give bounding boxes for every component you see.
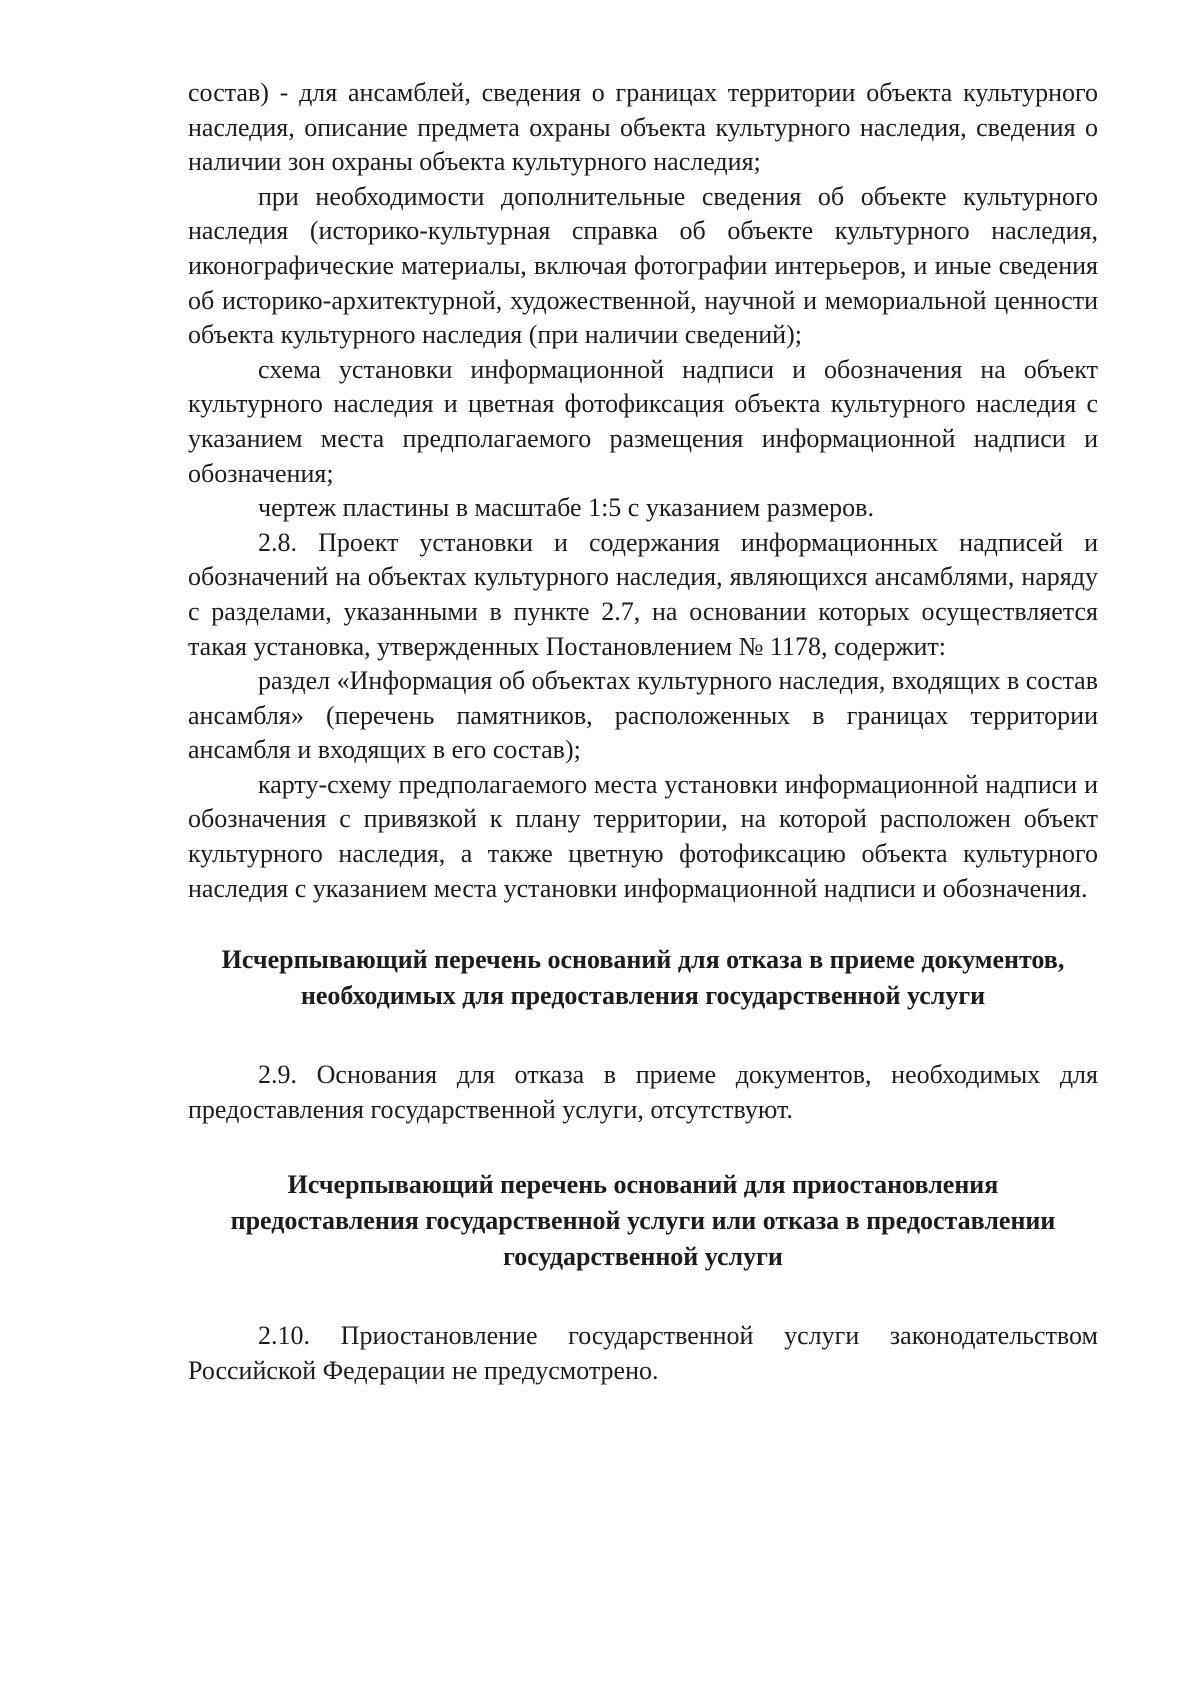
paragraph-installation-scheme: схема установки информационной надписи и обозначения на объект культурного наследия и цветная фотофиксация объекта культурного наследия с указанием места предполагаемого размещения информационной надписи и обозначения; bbox=[188, 354, 1098, 488]
paragraph-ensemble-composition: состав) - для ансамблей, сведения о границах территории объекта культурного наследия, описание предмета охраны объекта культурного наследия, сведения о наличии зон охраны объекта культурного наследия; bbox=[188, 78, 1098, 177]
paragraph-map-scheme: карту-схему предполагаемого места установки информационной надписи и обозначения с привязкой к плану территории, на которой расположен объект культурного наследия, а также цветную фотофиксацию объекта культурного наследия с указанием места установки информационной надписи и обозначения. bbox=[188, 769, 1098, 903]
paragraph-2-9: 2.9. Основания для отказа в приеме документов, необходимых для предоставления государственной услуги, отсутствуют. bbox=[188, 1060, 1098, 1124]
section-heading-refusal-documents: Исчерпывающий перечень оснований для отказа в приеме документов, необходимых для предоставления государственной услуги bbox=[221, 945, 1065, 1011]
document-body bbox=[188, 76, 1098, 1389]
paragraph-2-8: 2.8. Проект установки и содержания информационных надписей и обозначений на объектах культурного наследия, являющихся ансамблями, наряду с разделами, указанными в пункте 2.7, на основании которых осуществляется такая установка, утвержденных Постановлением № 1178, содержит: bbox=[188, 527, 1098, 661]
paragraph-2-10: 2.10. Приостановление государственной услуги законодательством Российской Федерации не предусмотрено. bbox=[188, 1321, 1098, 1386]
paragraph-additional-info: при необходимости дополнительные сведения об объекте культурного наследия (историко-культурная справка об объекте культурного наследия, иконографические материалы, включая фотографии интерьеров, и иные сведения об историко-архитектурной, художественной, научной и мемориальной ценности объекта культурного наследия (при наличии сведений); bbox=[188, 181, 1098, 350]
paragraph-plate-drawing: чертеж пластины в масштабе 1:5 с указанием размеров. bbox=[258, 493, 874, 523]
section-heading-suspension: Исчерпывающий перечень оснований для приостановления предоставления государственной услуги или отказа в предоставлении государственной услуги bbox=[230, 1170, 1056, 1272]
paragraph-ensemble-section: раздел «Информация об объектах культурного наследия, входящих в состав ансамбля» (перечень памятников, расположенных в границах территории ансамбля и входящих в его состав); bbox=[188, 666, 1098, 765]
